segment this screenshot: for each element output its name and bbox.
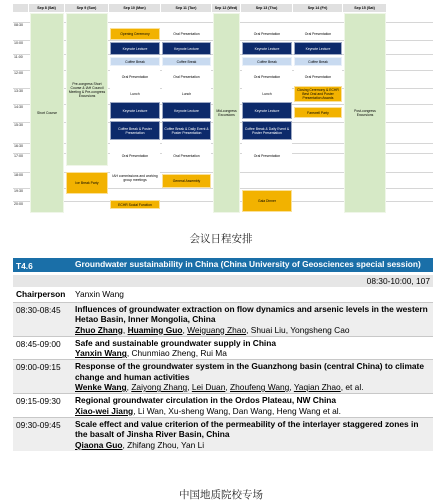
- talk-row: [13, 303, 433, 337]
- time-label: 12:00: [14, 71, 23, 75]
- schedule-grid: [13, 4, 433, 214]
- day-header: Sep 14 (Fri): [293, 4, 343, 12]
- session-time-room: 08:30-10:00, 107: [13, 275, 433, 287]
- schedule-block: Oral Presentation: [242, 28, 292, 40]
- talk-coauthor: Zaiyong Zhang: [131, 382, 188, 393]
- day-header: Sep 13 (Thu): [241, 4, 293, 12]
- schedule-block: Oral Presentation: [294, 68, 342, 85]
- talk-coauthor: Dan Wang: [232, 405, 272, 416]
- talk-coauthor: Heng Wang et al.: [276, 405, 341, 416]
- chair-name: Yanxin Wang: [72, 287, 433, 303]
- schedule-block: Mid-congress Excursions: [213, 13, 240, 213]
- talk-coauthor: Yaqian Zhao: [293, 382, 341, 393]
- schedule-block: Coffee Break & Daily Event & Poster Presentation: [162, 121, 211, 140]
- talk-authors: Xiao-wei Jiang, Li Wan, Xu-sheng Wang, Dan Wang, Heng Wang et al.: [75, 405, 341, 416]
- talk-presenter: Xiao-wei Jiang: [75, 405, 134, 416]
- session-table: [13, 258, 433, 451]
- schedule-block: Coffee Break & Poster Presentation: [110, 121, 160, 140]
- schedule-block: Farewell Party: [294, 107, 342, 118]
- talk-coauthor: et al.: [345, 382, 364, 393]
- talk-list: [13, 303, 433, 451]
- time-label: 10:00: [14, 41, 23, 45]
- talk-title: Regional groundwater circulation in the Ordos Plateau, NW China: [75, 395, 337, 406]
- talk-title: Safe and sustainable groundwater supply in China: [75, 337, 277, 348]
- schedule-caption: 会议日程安排: [189, 233, 253, 245]
- session-time-row: [13, 275, 433, 287]
- chair-label: Chairperson: [13, 287, 72, 303]
- schedule-block: Keynote Lecture: [294, 42, 342, 55]
- talk-body: [72, 417, 433, 450]
- schedule-block: Coffee Break: [110, 57, 160, 66]
- schedule-block: ECHR Social Function: [110, 200, 160, 209]
- talk-coauthor: Yongsheng Cao: [290, 324, 350, 335]
- schedule-block: Opening Ceremony: [110, 28, 160, 40]
- schedule-block: Keynote Lecture: [162, 42, 211, 55]
- chair-row: [13, 287, 433, 303]
- time-label: 16:30: [14, 144, 23, 148]
- day-header: Sep 12 (Wed): [212, 4, 241, 12]
- schedule-block: Coffee Break & Daily Event & Poster Presentation: [242, 121, 292, 140]
- talk-time: 09:00-09:15: [13, 360, 72, 394]
- time-label: 19:30: [14, 189, 23, 193]
- schedule-block: Short Course: [30, 13, 64, 213]
- schedule-block: Oral Presentation: [162, 68, 211, 85]
- schedule-block: Coffee Break: [162, 57, 211, 66]
- schedule-block: Lunch: [162, 86, 211, 101]
- time-label: 14:30: [14, 105, 23, 109]
- talk-title: Influences of groundwater extraction on flow dynamics and arsenic levels in the western Hetao Basin, Inner Mongolia, China: [75, 304, 428, 325]
- talk-coauthor: Chunmiao Zheng: [131, 348, 196, 359]
- talk-time: 08:30-08:45: [13, 303, 72, 337]
- talk-authors: Yanxin Wang, Chunmiao Zheng, Rui Ma: [75, 348, 227, 359]
- session-title: Groundwater sustainability in China (China University of Geosciences special session): [72, 258, 433, 272]
- talk-row: [13, 360, 433, 394]
- time-label: 11:00: [14, 55, 23, 59]
- talk-coauthor: Xu-sheng Wang: [168, 405, 229, 416]
- time-label: 20:00: [14, 202, 23, 206]
- talk-body: [72, 394, 433, 418]
- talk-time: 09:30-09:45: [13, 417, 72, 450]
- schedule-block: Keynote Lecture: [242, 42, 292, 55]
- talk-coauthor: Zhifang Zhou: [127, 439, 177, 450]
- day-header: Sep 9 (Sun): [65, 4, 109, 12]
- schedule-block: General Assembly: [162, 174, 211, 188]
- talk-time: 09:15-09:30: [13, 394, 72, 418]
- talk-coauthor: Rui Ma: [200, 348, 227, 359]
- schedule-block: Post-congress Excursions: [344, 13, 386, 213]
- talk-coauthor: Lei Duan: [191, 382, 226, 393]
- talk-time: 08:45-09:00: [13, 336, 72, 360]
- schedule-block: Keynote Lecture: [110, 102, 160, 119]
- day-header: Sep 8 (Sat): [29, 4, 65, 12]
- schedule-block: IAH commissions and working group meetings: [110, 171, 160, 185]
- schedule-block: Lunch: [110, 86, 160, 101]
- schedule-block: Coffee Break: [242, 57, 292, 66]
- talk-row: [13, 394, 433, 418]
- day-header: Sep 15 (Sat): [343, 4, 387, 12]
- time-label: 13:30: [14, 89, 23, 93]
- session-header: [13, 258, 433, 272]
- schedule-block: Keynote Lecture: [110, 42, 160, 55]
- talk-authors: Wenke Wang, Zaiyong Zhang, Lei Duan, Zhoufeng Wang, Yaqian Zhao, et al.: [75, 382, 364, 393]
- schedule-block: Oral Presentation: [294, 28, 342, 40]
- bottom-caption: 中国地质院校专场: [179, 489, 263, 500]
- schedule-block: Closing Ceremony & ECHR Best Oral and Poster Presentation Awards: [294, 86, 342, 102]
- schedule-block: Oral Presentation: [242, 142, 292, 169]
- schedule-block: Coffee Break: [294, 57, 342, 66]
- talk-body: [72, 303, 433, 337]
- talk-coauthor: Yan Li: [181, 439, 205, 450]
- time-label: 18:00: [14, 173, 23, 177]
- time-label: 15:30: [14, 123, 23, 127]
- session-code: T4.6: [13, 258, 72, 272]
- schedule-block: Keynote Lecture: [242, 102, 292, 119]
- talk-coauthor: Shuai Liu: [250, 324, 286, 335]
- schedule-block: Oral Presentation: [162, 28, 211, 40]
- day-header: Sep 11 (Tue): [161, 4, 212, 12]
- schedule-block: Pre-congress Short Course & IAH Council Meeting & Pre-congress Excursions: [66, 13, 108, 166]
- talk-coauthor: Zhoufeng Wang: [230, 382, 290, 393]
- talk-presenter: Qiaona Guo: [75, 439, 123, 450]
- talk-authors: Zhuo Zhang, Huaming Guo, Weiguang Zhao, Shuai Liu, Yongsheng Cao: [75, 324, 350, 335]
- schedule-block: Oral Presentation: [110, 142, 160, 169]
- talk-presenter: Yanxin Wang: [75, 348, 127, 359]
- talk-body: [72, 360, 433, 394]
- time-header: [13, 4, 29, 12]
- schedule-block: Keynote Lecture: [162, 102, 211, 119]
- schedule-block: Lunch: [242, 86, 292, 101]
- talk-presenter: Wenke Wang: [75, 382, 127, 393]
- talk-authors: Qiaona Guo, Zhifang Zhou, Yan Li: [75, 439, 205, 450]
- schedule-block: Oral Presentation: [110, 68, 160, 85]
- time-label: 17:00: [14, 154, 23, 158]
- time-label: 08:30: [14, 23, 23, 27]
- talk-row: [13, 336, 433, 360]
- talk-row: [13, 417, 433, 450]
- talk-body: [72, 336, 433, 360]
- talk-title: Response of the groundwater system in the Guanzhong basin (central China) to climate change and human activities: [75, 361, 425, 382]
- schedule-block: Ice Break Party: [66, 172, 108, 194]
- talk-coauthor: Li Wan: [137, 405, 164, 416]
- talk-title: Scale effect and value criterion of the permeability of the interlayer staggered zones in the basalt of Jinsha River Basin, China: [75, 418, 419, 440]
- schedule-block: Gala Dinner: [242, 190, 292, 212]
- schedule-block: Oral Presentation: [242, 68, 292, 85]
- talk-presenter: Zhuo Zhang: [75, 324, 123, 335]
- day-header: Sep 10 (Mon): [109, 4, 161, 12]
- schedule-block: Oral Presentation: [162, 142, 211, 169]
- talk-coauthor: Huaming Guo: [127, 324, 183, 335]
- talk-coauthor: Weiguang Zhao: [187, 324, 247, 335]
